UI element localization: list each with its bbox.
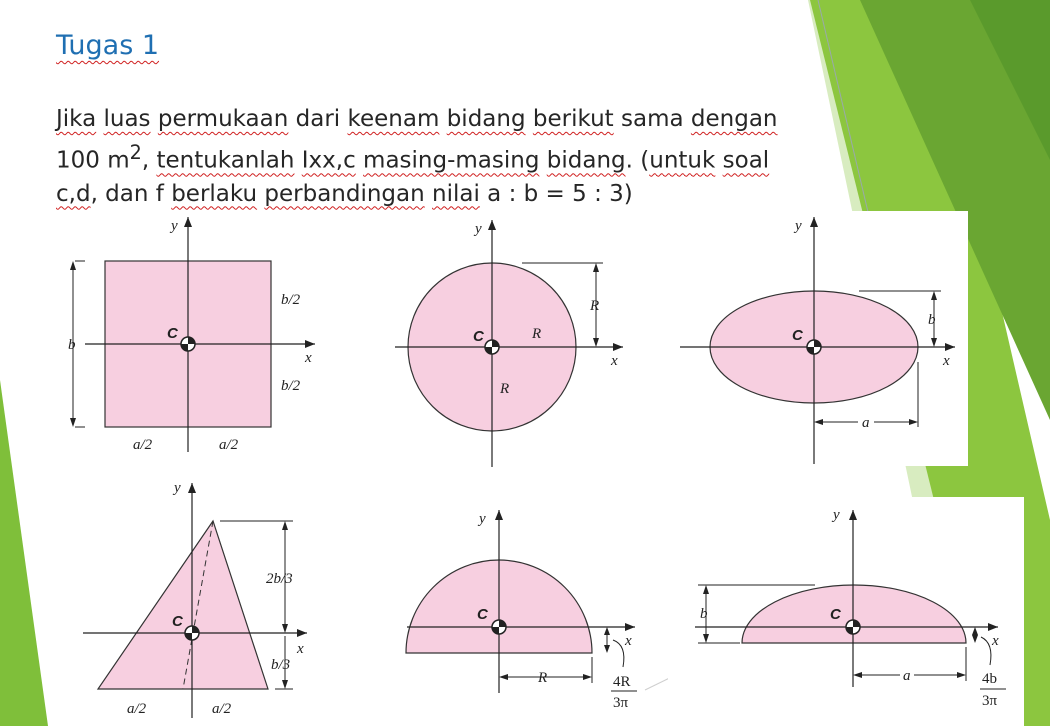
radius-dim-label: R [590,298,600,314]
ratio-text: a : b = 5 : 3) [479,180,633,207]
y-label: y [795,218,802,234]
word: soal [722,147,770,174]
height-label: b [700,606,708,622]
radius-inner-label: R [532,326,542,342]
word: luas [103,106,151,132]
base-right-label: a/2 [212,701,232,717]
centroid-label: C [792,327,803,344]
height-label: b [68,337,76,353]
figure-semicircle [395,505,655,720]
half-width-label: a [903,668,911,684]
figure-semiellipse [690,505,1020,720]
centroid-label: C [473,328,484,345]
word: masing-masing [363,147,540,174]
word: c,d [56,180,91,207]
lower-label: b/3 [271,657,291,673]
centroid-label: C [167,325,178,342]
offset-leader [613,640,624,667]
word: permukaan [157,106,289,132]
word: sama [621,106,684,132]
task-description [56,103,826,211]
word: Ixx,c [301,147,356,174]
x-axis-arrow [305,340,315,348]
y-label: y [479,511,486,527]
punct: . ( [625,147,650,174]
x-label: x [625,633,632,649]
y-label: y [833,507,840,523]
semi-minor-label: b [928,312,936,328]
word: bidang [446,106,526,132]
triangle-shape [98,521,268,689]
y-label: y [475,221,482,237]
word: untuk [649,147,716,174]
radius-down-label: R [500,381,510,397]
figure-ellipse [675,212,965,467]
word: nilai [432,180,480,207]
centroid-label: C [172,613,183,630]
semi-major-label: a [862,415,870,431]
word: dengan [690,106,778,132]
x-label: x [943,353,950,369]
half-height-bottom-label: b/2 [281,378,301,394]
upper-label: 2b/3 [266,571,293,587]
offset-leader [981,637,991,665]
word: dari [295,106,341,132]
word: berlaku [171,180,258,207]
left-green-accent [0,380,48,726]
figure-rectangle [55,212,345,462]
half-height-top-label: b/2 [281,292,301,308]
centroid-label: C [830,606,841,623]
figure-circle [385,212,645,470]
word: bidang [546,147,626,174]
x-label: x [611,353,618,369]
area-exponent: 2 [129,141,142,164]
word: , dan f [90,180,172,207]
offset-denominator: 3π [613,695,629,711]
y-label: y [174,480,181,496]
word: berikut [532,106,614,132]
offset-denominator: 3π [982,693,998,709]
word: perbandingan [264,180,425,207]
x-label: x [992,633,999,649]
slide-title: Tugas 1 [56,30,160,61]
centroid-label: C [477,606,488,623]
offset-numerator: 4R [613,674,631,690]
x-label: x [297,641,304,657]
word: keenam [347,106,440,132]
y-axis-arrow [184,217,192,227]
word: tentukanlah [156,147,295,174]
radius-label: R [538,670,548,686]
separator: , [141,147,157,174]
offset-numerator: 4b [982,671,997,687]
half-width-right-label: a/2 [219,437,239,453]
word: Jika [56,106,97,132]
x-label: x [305,350,312,366]
y-label: y [171,218,178,234]
base-left-label: a/2 [127,701,147,717]
half-width-left-label: a/2 [133,437,153,453]
figure-triangle [75,478,345,723]
area-value: 100 m [56,147,130,174]
